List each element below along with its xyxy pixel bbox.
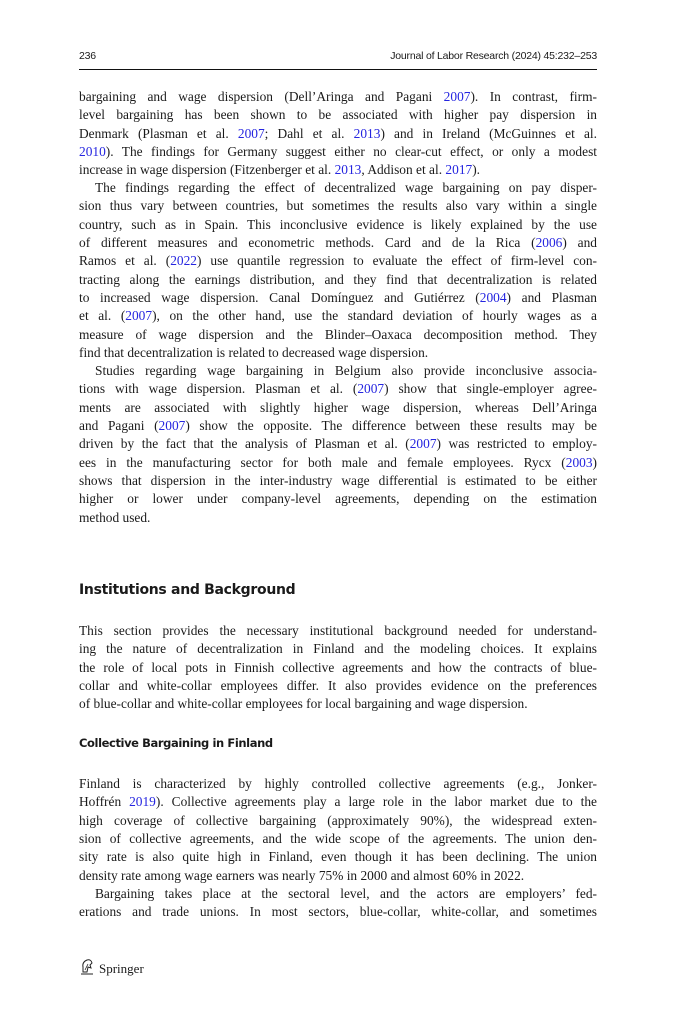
text-line [79, 848, 597, 866]
text-line [79, 125, 597, 143]
text-line [79, 830, 597, 848]
publisher-footer [79, 958, 144, 980]
citation-link[interactable]: 2004 [479, 290, 507, 306]
text-line [79, 161, 597, 179]
springer-logo-icon [79, 958, 95, 980]
text-segment: The findings regarding the effect of decentralized wage bargaining on pay disper- [95, 180, 597, 195]
text-line [79, 399, 597, 417]
text-line [79, 88, 597, 106]
citation-link[interactable]: 2013 [334, 162, 362, 178]
citation-link[interactable]: 2006 [535, 235, 563, 251]
text-line [79, 885, 597, 903]
text-segment: ments are associated with slightly higher wage dispersion, whereas Dell’Aringa [79, 399, 597, 415]
text-line [79, 106, 597, 124]
text-line [79, 417, 597, 435]
text-line [79, 380, 597, 398]
text-segment: sity rate is also quite high in Finland, even though it has been declining. The union [79, 849, 597, 865]
text-line [79, 903, 597, 921]
citation-link[interactable]: 2007 [443, 89, 471, 104]
citation-link[interactable]: 2019 [129, 794, 156, 810]
text-line [79, 179, 597, 197]
text-line [79, 289, 597, 307]
text-segment: collar and white-collar employees differ. It also provides evidence on the preferences [79, 678, 597, 694]
citation-link[interactable]: 2007 [237, 125, 265, 141]
text-segment: country, such as in Spain. This inconclusive evidence is likely explained by the use [79, 216, 597, 232]
text-segment: ing the nature of decentralization in Finland and the modeling choices. It explains [79, 641, 597, 657]
paragraph [79, 179, 597, 362]
text-segment: method used. [79, 509, 151, 525]
text-segment: measure of wage dispersion and the Blinder–Oaxaca decomposition method. They [79, 326, 597, 342]
text-segment: ). The findings for Germany suggest either no clear-cut effect, or only a modest [105, 144, 597, 160]
citation-link[interactable]: 2007 [409, 436, 437, 452]
text-line [79, 695, 597, 713]
text-segment: ) and Plasman [506, 290, 597, 306]
text-segment: the role of local pots in Finnish collective agreements and how the contracts of blue- [79, 659, 597, 675]
text-segment: to increased wage dispersion. Canal Domínguez and Gutiérrez ( [79, 290, 480, 306]
text-segment: Bargaining takes place at the sectoral level, and the actors are employers’ fed- [95, 886, 597, 901]
running-header [79, 48, 597, 68]
text-segment: This section provides the necessary institutional background needed for understand- [79, 623, 597, 638]
citation-link[interactable]: 2010 [79, 144, 106, 160]
text-line [79, 197, 597, 215]
citation-link[interactable]: 2007 [125, 308, 153, 324]
text-segment: Studies regarding wage bargaining in Belgium also provide inconclusive associa- [95, 363, 597, 378]
text-segment: tions with wage dispersion. Plasman et al. ( [79, 381, 358, 397]
text-segment: higher or lower under company-level agreements, depending on the estimation [79, 491, 597, 507]
text-segment: of different measures and econometric methods. Card and de la Rica ( [79, 235, 536, 251]
header-rule [79, 69, 597, 70]
citation-link[interactable]: 2003 [565, 454, 593, 470]
text-line [79, 234, 597, 252]
text-segment: ). In contrast, firm- [470, 89, 597, 104]
text-segment: erations and trade unions. In most sectors, blue-collar, white-collar, and sometimes [79, 904, 597, 920]
text-line [79, 812, 597, 830]
text-line [79, 344, 597, 362]
text-segment: ). Collective agreements play a large role in the labor market due to the [155, 794, 597, 810]
text-segment: ) and [562, 235, 597, 251]
text-segment: Hoffrén [79, 794, 130, 810]
paragraph [79, 622, 597, 714]
paragraph [79, 88, 597, 180]
text-line [79, 490, 597, 508]
text-segment: of blue-collar and white-collar employees for local bargaining and wage dispersion. [79, 696, 528, 712]
text-line [79, 362, 597, 380]
text-line [79, 326, 597, 344]
citation-link[interactable]: 2013 [353, 125, 381, 141]
paragraph [79, 885, 597, 922]
citation-link[interactable]: 2007 [158, 418, 186, 434]
text-segment: tracting along the earnings distribution, and they find that decentralization is related [79, 271, 597, 287]
text-segment: ) was restricted to employ- [436, 436, 598, 452]
citation-link[interactable]: 2022 [170, 253, 197, 269]
page-number: 236 [79, 50, 96, 62]
text-line [79, 640, 597, 658]
text-segment: ; Dahl et al. [264, 125, 354, 141]
paragraph [79, 362, 597, 527]
text-line [79, 867, 597, 885]
text-segment: density rate among wage earners was nearly 75% in 2000 and almost 60% in 2022. [79, 867, 525, 883]
text-line [79, 472, 597, 490]
text-segment: ) and in Ireland (McGuinnes et al. [380, 125, 597, 141]
text-segment: sion of collective agreements, and the wide scope of the agreements. The union den- [79, 831, 597, 847]
text-line [79, 454, 597, 472]
text-segment: ) use quantile regression to evaluate the effect of firm-level con- [196, 253, 598, 269]
text-line [79, 271, 597, 289]
text-segment: ees in the manufacturing sector for both male and female employees. Rycx ( [79, 454, 566, 470]
text-line [79, 252, 597, 270]
text-segment: et al. ( [79, 308, 126, 324]
text-segment: Finland is characterized by highly controlled collective agreements (e.g., Jonker- [79, 776, 597, 791]
text-segment: ), on the other hand, use the standard deviation of hourly wages as a [152, 308, 597, 324]
text-segment: Denmark (Plasman et al. [79, 125, 238, 141]
section-heading: Institutions and Background [79, 582, 296, 598]
text-segment: increase in wage dispersion (Fitzenberger et al. [79, 162, 335, 178]
citation-link[interactable]: 2007 [357, 381, 385, 397]
paragraph [79, 775, 597, 885]
text-segment: shows that dispersion in the inter-industry wage differential is estimated to be either [79, 473, 597, 489]
text-line [79, 775, 597, 793]
text-line [79, 659, 597, 677]
text-segment: and Pagani ( [79, 418, 159, 434]
text-line [79, 216, 597, 234]
text-line [79, 509, 597, 527]
text-line [79, 143, 597, 161]
text-line [79, 793, 597, 811]
journal-citation: Journal of Labor Research (2024) 45:232–253 [390, 50, 597, 62]
text-line [79, 435, 597, 453]
text-segment: high coverage of collective bargaining (approximately 90%), the widespread exten- [79, 812, 597, 828]
text-segment: ). [472, 162, 481, 178]
text-segment: ) show that single-employer agree- [384, 381, 597, 397]
text-segment: sion thus vary between countries, but sometimes the results also vary within a single [79, 198, 597, 214]
publisher-name: Springer [99, 961, 144, 976]
citation-link[interactable]: 2017 [445, 162, 473, 178]
text-segment: level bargaining has been shown to be associated with higher pay dispersion in [79, 107, 597, 123]
text-line [79, 622, 597, 640]
text-segment: bargaining and wage dispersion (Dell’Aringa and Pagani [79, 89, 444, 104]
text-segment: , Addison et al. [361, 162, 446, 178]
text-line [79, 677, 597, 695]
text-segment: ) [592, 454, 597, 470]
text-segment: ) show the opposite. The difference between these results may be [185, 418, 598, 434]
text-line [79, 307, 597, 325]
text-segment: find that decentralization is related to decreased wage dispersion. [79, 345, 429, 361]
text-segment: Ramos et al. ( [79, 253, 171, 269]
subsection-heading: Collective Bargaining in Finland [79, 736, 273, 750]
text-segment: driven by the fact that the analysis of Plasman et al. ( [79, 436, 410, 452]
